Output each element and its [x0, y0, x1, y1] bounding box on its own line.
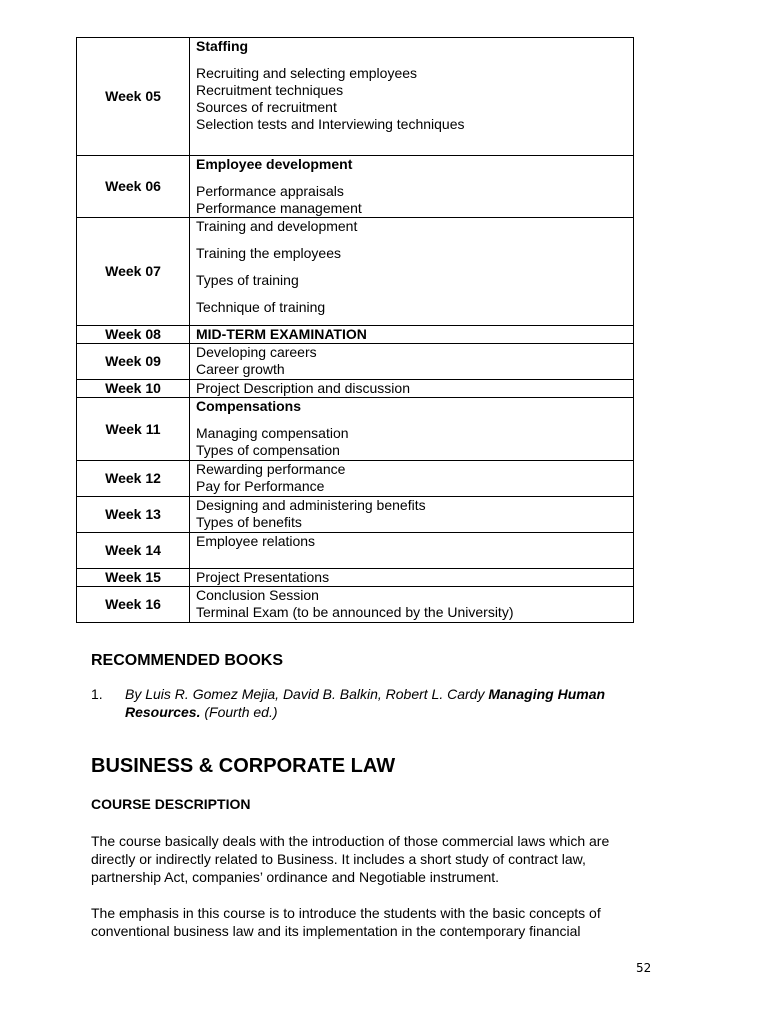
- course-description-paragraph-2: The emphasis in this course is to introduce the students with the basic concepts of conventional business law and its implementation in the contemporary financial: [91, 905, 601, 939]
- topic-line: Terminal Exam (to be announced by the University): [196, 604, 514, 620]
- topic-line: Rewarding performance: [196, 461, 346, 477]
- recommended-books-heading: RECOMMENDED BOOKS: [91, 652, 284, 669]
- schedule-row: [77, 533, 634, 569]
- page-number: 52: [636, 961, 652, 975]
- schedule-row: [77, 326, 634, 344]
- book-list-item: [91, 685, 661, 721]
- topic-line: Sources of recruitment: [196, 99, 337, 115]
- week-cell: Week 09: [77, 344, 190, 380]
- topic-cell: [190, 461, 634, 497]
- topic-cell: [190, 156, 634, 218]
- week-cell: Week 07: [77, 218, 190, 326]
- topic-cell: [190, 398, 634, 461]
- topic-line: Project Presentations: [196, 569, 330, 585]
- schedule-row: [77, 398, 634, 461]
- schedule-row: [77, 497, 634, 533]
- topic-heading: Compensations: [196, 398, 302, 414]
- week-cell: Week 11: [77, 398, 190, 461]
- schedule-row: [77, 38, 634, 156]
- schedule-row: [77, 218, 634, 326]
- book-citation: [125, 685, 661, 721]
- topic-line: Training the employees: [196, 245, 342, 261]
- week-cell: Week 14: [77, 533, 190, 569]
- schedule-row: [77, 587, 634, 623]
- topic-line: Technique of training: [196, 299, 326, 315]
- topic-line: Recruitment techniques: [196, 82, 344, 98]
- topic-line: Conclusion Session: [196, 587, 319, 603]
- topic-cell: [190, 38, 634, 156]
- topic-line: Types of training: [196, 272, 299, 288]
- topic-line: Employee relations: [196, 533, 316, 549]
- book-edition: (Fourth ed.): [200, 704, 278, 720]
- week-cell: Week 12: [77, 461, 190, 497]
- topic-cell: [190, 326, 634, 344]
- week-cell: Week 16: [77, 587, 190, 623]
- schedule-row: [77, 461, 634, 497]
- book-number: 1.: [91, 686, 103, 702]
- topic-line: Career growth: [196, 361, 285, 377]
- schedule-row: [77, 156, 634, 218]
- topic-line: Pay for Performance: [196, 478, 325, 494]
- topic-line: Training and development: [196, 218, 358, 234]
- topic-cell: [190, 497, 634, 533]
- topic-line: Project Description and discussion: [196, 380, 410, 396]
- course-description-paragraph-1: The course basically deals with the introduction of those commercial laws which are directly or indirectly related to Business. It includes a short study of contract law, partnership Act, companies’ ordinance and Negotiable instrument.: [91, 833, 610, 885]
- course-description-heading: COURSE DESCRIPTION: [91, 796, 251, 812]
- topic-cell: [190, 569, 634, 587]
- schedule-row: [77, 380, 634, 398]
- topic-heading: MID-TERM EXAMINATION: [196, 326, 367, 342]
- topic-line: Selection tests and Interviewing techniques: [196, 116, 465, 132]
- week-cell: Week 05: [77, 38, 190, 156]
- topic-line: Developing careers: [196, 344, 317, 360]
- topic-line: Types of benefits: [196, 514, 302, 530]
- week-cell: Week 13: [77, 497, 190, 533]
- week-cell: Week 06: [77, 156, 190, 218]
- course-schedule-table: [76, 37, 634, 623]
- week-cell: Week 10: [77, 380, 190, 398]
- schedule-row: [77, 344, 634, 380]
- book-title: Managing Human Resources.: [125, 686, 606, 720]
- week-cell: Week 08: [77, 326, 190, 344]
- topic-cell: [190, 218, 634, 326]
- topic-heading: Staffing: [196, 38, 249, 54]
- schedule-row: [77, 569, 634, 587]
- topic-line: Performance management: [196, 200, 362, 216]
- topic-line: Designing and administering benefits: [196, 497, 426, 513]
- topic-line: Types of compensation: [196, 442, 340, 458]
- topic-line: Performance appraisals: [196, 183, 344, 199]
- topic-cell: [190, 344, 634, 380]
- topic-cell: [190, 533, 634, 569]
- section-title: BUSINESS & CORPORATE LAW: [91, 755, 396, 777]
- topic-line: Managing compensation: [196, 425, 349, 441]
- topic-heading: Employee development: [196, 156, 353, 172]
- book-authors: By Luis R. Gomez Mejia, David B. Balkin, Robert L. Cardy: [125, 686, 489, 702]
- topic-cell: [190, 587, 634, 623]
- topic-line: Recruiting and selecting employees: [196, 65, 418, 81]
- week-cell: Week 15: [77, 569, 190, 587]
- topic-cell: [190, 380, 634, 398]
